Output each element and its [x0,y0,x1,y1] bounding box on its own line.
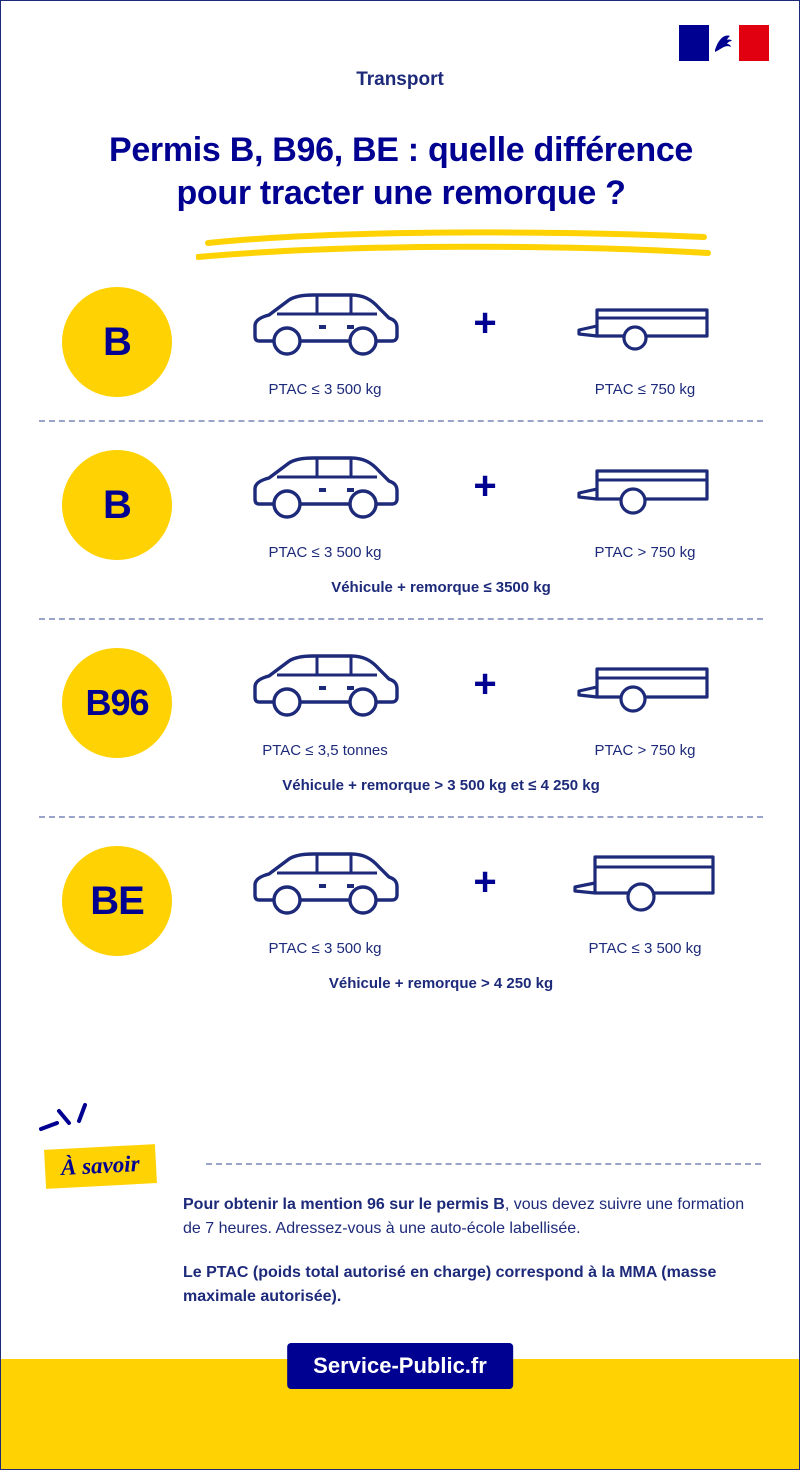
trailer-icon [575,638,715,730]
title-underline-decoration [196,223,716,268]
vehicle-caption: PTAC ≤ 3 500 kg [268,940,382,957]
permit-badge: B [62,450,172,560]
french-flag-logo [679,25,769,61]
trailer-cell [515,638,775,759]
vehicle-cell [195,440,455,561]
marianne-icon [711,30,737,56]
category-kicker: Transport [356,69,444,90]
note-paragraph-1-bold: Pour obtenir la mention 96 sur le permis B [183,1196,505,1213]
plus-sign: + [473,464,497,508]
good-to-know-divider [206,1163,761,1165]
permit-badge: B96 [62,648,172,758]
badge-wrap [39,277,195,397]
vehicle-cell [195,638,455,759]
good-to-know-text [183,1193,753,1309]
combined-weight-note: Véhicule + remorque > 3 500 kg et ≤ 4 250 kg [282,777,600,794]
badge-wrap [39,440,195,560]
permit-badge: BE [62,846,172,956]
row-divider [39,816,763,818]
car-icon [247,440,403,532]
plus-sign: + [473,860,497,904]
page-title-line1: Permis B, B96, BE : quelle différence [108,131,694,169]
badge-wrap [39,836,195,956]
page-title [21,129,781,214]
vehicle-cell [195,836,455,957]
car-icon [247,836,403,928]
note-paragraph-1 [183,1193,753,1241]
vehicle-caption: PTAC ≤ 3,5 tonnes [262,742,388,759]
trailer-cell [515,836,775,957]
combined-weight-note: Véhicule + remorque ≤ 3500 kg [331,579,551,596]
permit-row [1,836,800,992]
flag-blue-band [679,25,709,61]
page-title-line2: pour tracter une remorque ? [176,173,626,212]
note-paragraph-2-bold: Le PTAC (poids total autorisé en charge) correspond à la MMA (masse maximale autorisée). [183,1264,717,1305]
badge-wrap [39,638,195,758]
row-divider [39,420,763,422]
car-icon [247,638,403,730]
plus-sign: + [473,662,497,706]
permit-row [1,277,800,422]
permit-row [1,638,800,818]
vehicle-cell [195,277,455,398]
permit-row [1,440,800,620]
trailer-caption: PTAC ≤ 3 500 kg [588,940,702,957]
permit-badge: B [62,287,172,397]
vehicle-caption: PTAC ≤ 3 500 kg [268,381,382,398]
trailer-icon [575,277,715,369]
car-icon [247,277,403,369]
trailer-caption: PTAC ≤ 750 kg [594,381,696,398]
row-divider [39,618,763,620]
good-to-know-tag: À savoir [44,1144,156,1189]
trailer-icon [569,836,721,928]
service-public-logo[interactable]: Service-Public.fr [287,1343,513,1389]
plus-sign: + [473,301,497,345]
trailer-caption: PTAC > 750 kg [594,742,696,759]
permit-rows [1,277,800,992]
flag-red-band [739,25,769,61]
vehicle-caption: PTAC ≤ 3 500 kg [268,544,382,561]
note-paragraph-2 [183,1261,753,1309]
trailer-icon [575,440,715,532]
note-paragraph-1-rest: , vous devez suivre une formation de 7 heures. Adressez-vous à une auto-école labellisée. [183,1196,745,1237]
trailer-cell [515,277,775,398]
combined-weight-note: Véhicule + remorque > 4 250 kg [328,975,554,992]
trailer-cell [515,440,775,561]
trailer-caption: PTAC > 750 kg [594,544,696,561]
flag-white-band [709,25,739,61]
